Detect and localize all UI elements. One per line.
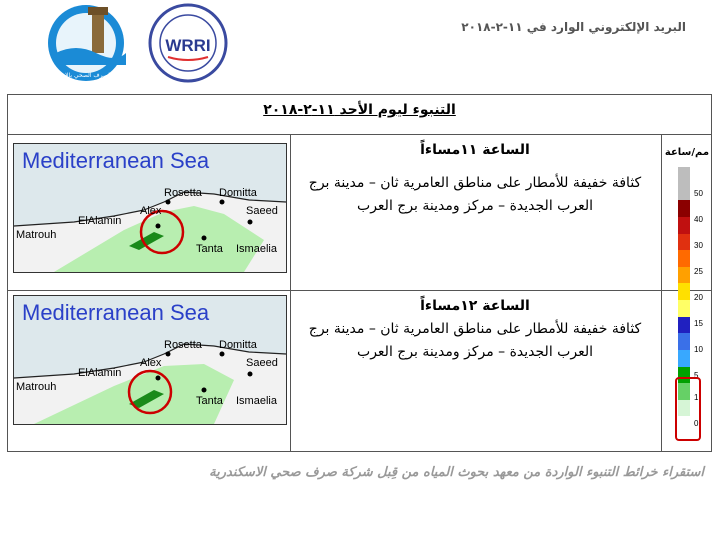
alexandria-sanitary-drainage-logo <box>46 3 132 83</box>
legend-unit: مم/ساعة <box>664 147 710 158</box>
forecast-table <box>7 94 712 452</box>
legend-tick-label: 1 <box>694 393 699 402</box>
place-label: Alex <box>140 205 162 217</box>
table-divider <box>290 134 291 452</box>
legend-highlight <box>675 377 701 441</box>
legend-swatch <box>678 184 690 201</box>
wrri-logo <box>146 3 230 83</box>
place-label: ElAlamin <box>78 367 122 379</box>
legend-tick-label: 20 <box>694 293 703 302</box>
forecast-title: التنبوء ليوم الأحد ١١-٢-٢٠١٨ <box>263 102 456 118</box>
place-label: Tanta <box>196 243 223 255</box>
legend-swatch <box>678 317 690 334</box>
legend-swatch <box>678 250 690 267</box>
legend-swatch <box>678 350 690 367</box>
legend-tick-label: 0 <box>694 419 699 428</box>
place-label: Domitta <box>219 339 257 351</box>
legend-tick-label: 5 <box>694 371 699 380</box>
place-label: Alex <box>140 357 162 369</box>
place-label: Matrouh <box>16 381 57 393</box>
place-label: Matrouh <box>16 229 57 241</box>
legend-tick-label: 30 <box>694 241 703 250</box>
forecast-hour: الساعة ١٢مساءاً <box>420 298 530 314</box>
forecast-map-row-2 <box>13 295 287 425</box>
forecast-hour: الساعة ١١مساءاً <box>420 142 530 158</box>
legend-swatch <box>678 283 690 300</box>
table-divider <box>8 134 711 135</box>
legend-swatch <box>678 300 690 317</box>
legend-swatch <box>678 200 690 217</box>
wrri-logo-text: WRRI <box>165 36 211 55</box>
legend-tick-label: 40 <box>694 215 703 224</box>
sea-label: Mediterranean Sea <box>22 300 210 325</box>
legend-swatch <box>678 167 690 184</box>
place-label: Rosetta <box>164 187 202 199</box>
legend-swatch <box>678 267 690 284</box>
place-label: ElAlamin <box>78 215 122 227</box>
legend-swatch <box>678 234 690 251</box>
table-divider <box>661 134 662 452</box>
place-label: Saeed <box>246 205 278 217</box>
place-label: Saeed <box>246 357 278 369</box>
forecast-map-row-1 <box>13 143 287 273</box>
table-divider <box>8 290 711 291</box>
forecast-text-row-2 <box>300 295 650 364</box>
footer-note: استقراء خرائط التنبوء الواردة من معهد بحوث المياه من قِبل شركة صرف صحي الاسكندرية <box>209 465 704 480</box>
forecast-description: كثافة خفيفة للأمطار على مناطق العامرية ثان – مدينة برج العرب الجديدة – مركز ومدينة برج العرب <box>308 321 642 360</box>
legend-tick-label: 25 <box>694 267 703 276</box>
place-label: Rosetta <box>164 339 202 351</box>
legend-tick-label: 10 <box>694 345 703 354</box>
legend-swatch <box>678 217 690 234</box>
logo-left-text: شركة الصرف الصحي بالاسكندرية <box>46 72 128 79</box>
place-label: Domitta <box>219 187 257 199</box>
legend-tick-label: 15 <box>694 319 703 328</box>
legend-swatch <box>678 333 690 350</box>
place-label: Ismaelia <box>236 243 277 255</box>
email-received-header: البريد الإلكتروني الوارد في ١١-٢-٢٠١٨ <box>461 20 686 34</box>
forecast-description: كثافة خفيفة للأمطار على مناطق العامرية ثان – مدينة برج العرب الجديدة – مركز ومدينة برج العرب <box>308 175 642 214</box>
sea-label: Mediterranean Sea <box>22 148 210 173</box>
place-label: Tanta <box>196 395 223 407</box>
forecast-text-row-1 <box>300 139 650 218</box>
place-label: Ismaelia <box>236 395 277 407</box>
legend-tick-label: 50 <box>694 189 703 198</box>
